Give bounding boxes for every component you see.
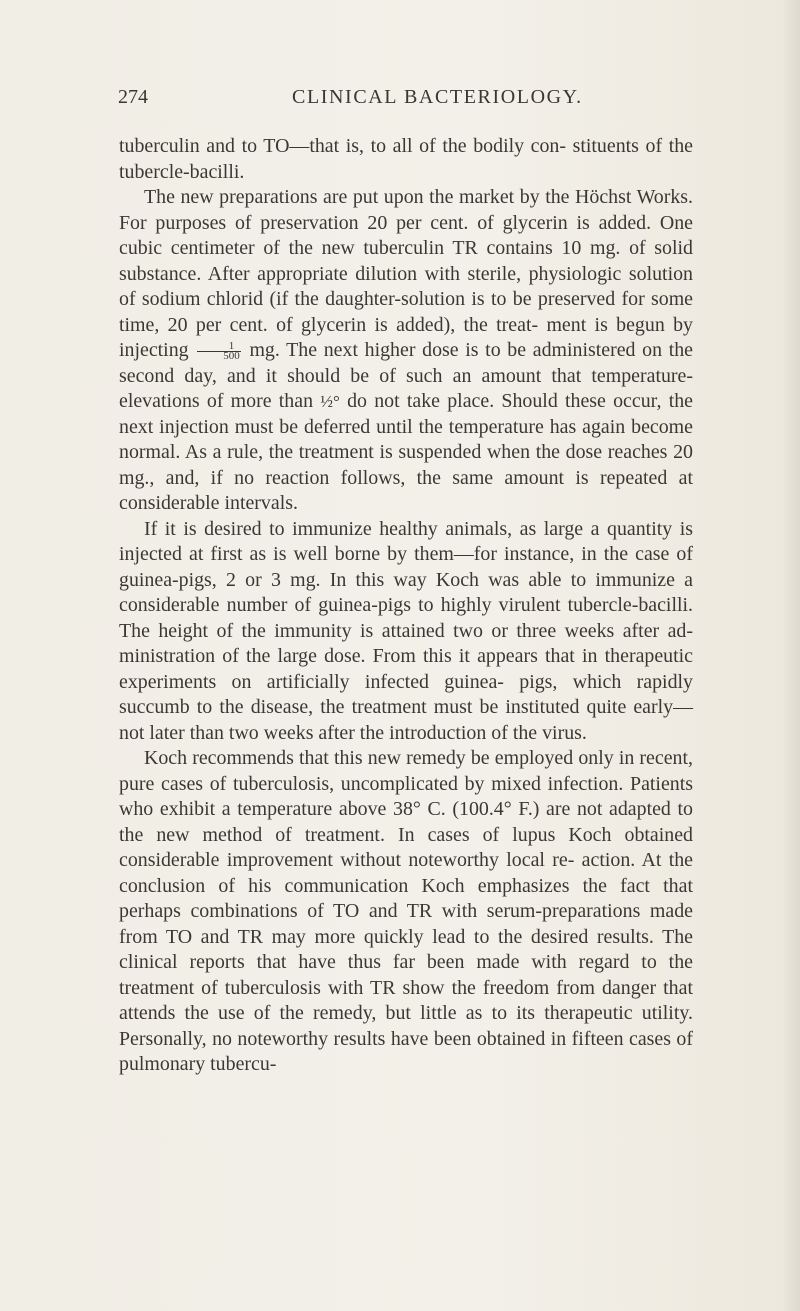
paragraph-text: mg. The next higher dose is to be administered on the second day, and it should be of such an amount that temperature-elevations of more than (119, 339, 693, 412)
dose-fraction (197, 339, 241, 362)
paragraph-koch-recommends: Koch recommends that this new remedy be employed only in recent, pure cases of tuberculosis, uncomplicated by mixed infection. Patients who exhibit a temperature above 38° C. (100.4° F.) are not adapted to the new method of treatment. In cases of lupus Koch obtained considerable improvement without noteworthy local re- action. At the conclusion of his communication Koch emphasizes the fact that perhaps combinations of TO and TR with serum-preparations made from TO and TR may more quickly lead to the desired results. The clinical reports that have thus far been made with regard to the treatment of tuberculosis with TR show the freedom from danger that attends the use of the remedy, but little as to its therapeutic utility. Personally, no noteworthy results have been obtained in fifteen cases of pulmonary tubercu- (119, 747, 693, 1075)
body-text (119, 134, 693, 1078)
paragraph-text: do not take place. Should these occur, the next injection must be deferred until the temperature has again become normal. As a rule, the treatment is suspended when the dose reaches 20 mg., and, if no reaction follows, the same amount is repeated at considerable intervals. (119, 390, 693, 514)
half-degree: ½° (320, 392, 340, 411)
running-head (118, 86, 718, 114)
paragraph-text: The new preparations are put upon the market by the Höchst Works. For purposes of preservation 20 per cent. of glycerin is added. One cubic centimeter of the new tuberculin TR contains 10 mg. of solid substance. After appropriate dilution with sterile, physiologic solution of sodium chlorid (if the daughter-solution is to be preserved for some time, 20 per cent. of glycerin is added), the treat- ment is begun by injecting (119, 186, 693, 361)
paragraph-immunize: If it is desired to immunize healthy animals, as large a quantity is injected at first as is well borne by them—for instance, in the case of guinea-pigs, 2 or 3 mg. In this way Koch was able to immunize a considerable number of guinea-pigs to highly virulent tubercle-bacilli. The height of the immunity is attained two or three weeks after ad- ministration of the large dose. From this it appears that in therapeutic experiments on artificially infected guinea- pigs, which rapidly succumb to the disease, the treatment must be instituted quite early—not later than two weeks after the introduction of the virus. (119, 517, 693, 744)
running-title: CLINICAL BACTERIOLOGY. (292, 86, 583, 108)
fraction-numerator: 1 (197, 342, 241, 352)
page-number: 274 (118, 86, 148, 108)
page-edge-shadow (782, 0, 800, 1311)
paragraph-preparations (119, 185, 693, 517)
paragraph-continued: tuberculin and to TO—that is, to all of the bodily con- stituents of the tubercle-bacilli. (119, 135, 693, 183)
fraction-denominator: 500 (223, 349, 240, 362)
